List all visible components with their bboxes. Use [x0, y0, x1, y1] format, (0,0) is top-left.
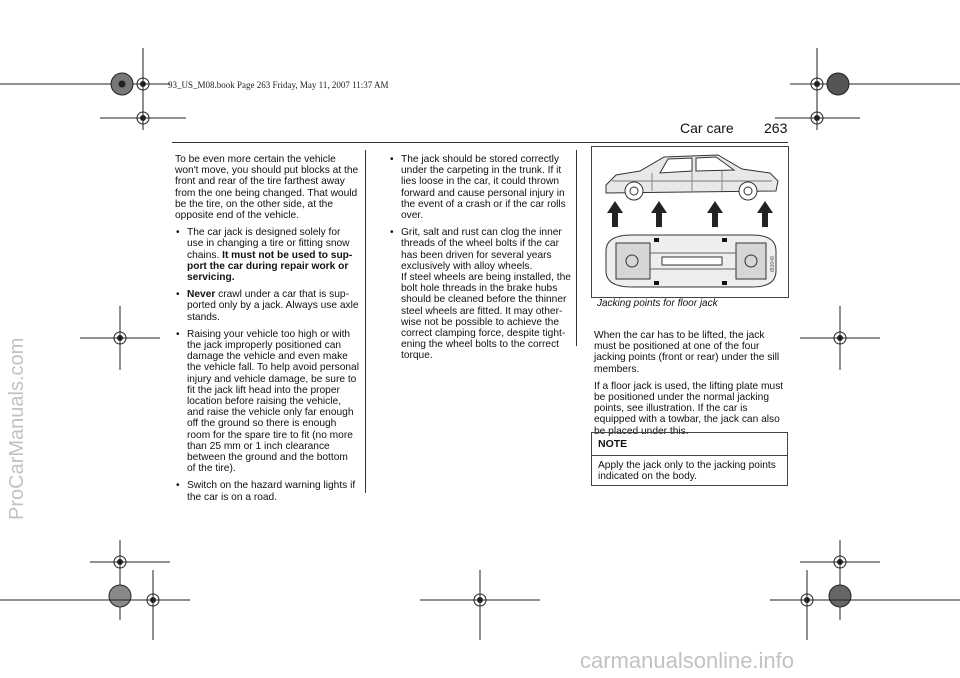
jacking-points-figure: [591, 146, 789, 298]
car-jacking-diagram: [592, 147, 788, 297]
note-divider: [592, 455, 787, 456]
note-text: Apply the jack only to the jacking points indicated on the body.: [598, 460, 776, 483]
bullet-wheel-bolts-a: Grit, salt and rust can clog the inner threads of the wheel bolts if the car has been driven for several years exclusively with alloy wheels.: [401, 227, 562, 272]
intro-paragraph: To be even more certain the vehicle won't move, you should put blocks at the front and rear of the tire farthest away from the one being changed. That would be the tire, on the other side, at the opposite end of the vehicle.: [175, 154, 359, 222]
figure-caption: Jacking points for floor jack: [597, 298, 718, 309]
car-side-view: [606, 155, 778, 200]
watermark-side: ProCarManuals.com: [6, 337, 28, 520]
figure-code: IB3048: [770, 256, 776, 272]
note-title: NOTE: [598, 438, 628, 450]
bullet-raising-vehicle: • Raising your vehicle too high or with the jack improperly positioned can damage the vehicle and even make the vehicle fall. To help avoid personal injury and vehicle damage, be sure to fit the jack lift head into the proper location before raising the vehicle, and raise the vehicle only far enough off the ground so there is enough room for the spare tire to fit (no more than 25 mm or 1 inch clearance between the ground and the bottom of the tire).: [175, 329, 359, 475]
bullet-jack-purpose: [175, 227, 359, 283]
column-middle: [389, 154, 571, 368]
column-right: [594, 330, 786, 443]
bullet-hazard-lights: • Switch on the hazard warning lights if the car is on a road.: [175, 480, 359, 502]
column-left: [175, 154, 359, 509]
header-rule: [172, 142, 788, 143]
page-number: 263: [764, 120, 788, 136]
note-box: [591, 432, 788, 486]
bullet-never-text: crawl under a car that is supported only by a jack. Always use axle stands.: [187, 289, 359, 323]
watermark-bottom: carmanualsonline.info: [580, 648, 795, 673]
car-underside-view: [606, 235, 776, 287]
floor-jack-paragraph: If a floor jack is used, the lifting plate must be positioned under the normal jacking points, see illustration. If the car is equipped with a towbar, the jack can also be placed under this.: [594, 380, 784, 437]
column-rule-1: [365, 150, 366, 493]
bullet-never-bold: Never: [187, 289, 216, 301]
bullet-jack-storage: • The jack should be stored correctly under the carpeting in the trunk. If it lies loose in the car, it could thrown forward and cause personal injury in the event of a crash or if the car rolls over.: [389, 154, 571, 221]
bullet-never-crawl: [175, 289, 359, 323]
page-title: Car care: [680, 120, 734, 136]
lift-paragraph: When the car has to be lifted, the jack must be positioned at one of the four jacking points (front or rear) under the sill members.: [594, 330, 780, 375]
warning-list-left: [175, 227, 359, 503]
bullet-wheel-bolts-b: If steel wheels are being installed, the bolt hole threads in the brake hubs should be cleaned before the thinner steel wheels are fitted. It may otherwise not be possible to achieve the correct clamping force, despite tightening the wheel bolts to the correct torque.: [401, 272, 571, 362]
bullet-jack-purpose-text: The car jack is designed solely for use in changing a tire or fitting snow chains.: [187, 227, 350, 261]
bullet-wheel-bolts: [389, 227, 571, 361]
column-rule-2: [576, 150, 577, 346]
bullet-jack-purpose-bold: It must not be used to support the car during repair work or servicing.: [187, 249, 353, 284]
jacking-point-arrows: [607, 201, 773, 227]
print-header-info: 93_US_M08.book Page 263 Friday, May 11, 2007 11:37 AM: [168, 80, 389, 90]
warning-list-middle: [389, 154, 571, 362]
